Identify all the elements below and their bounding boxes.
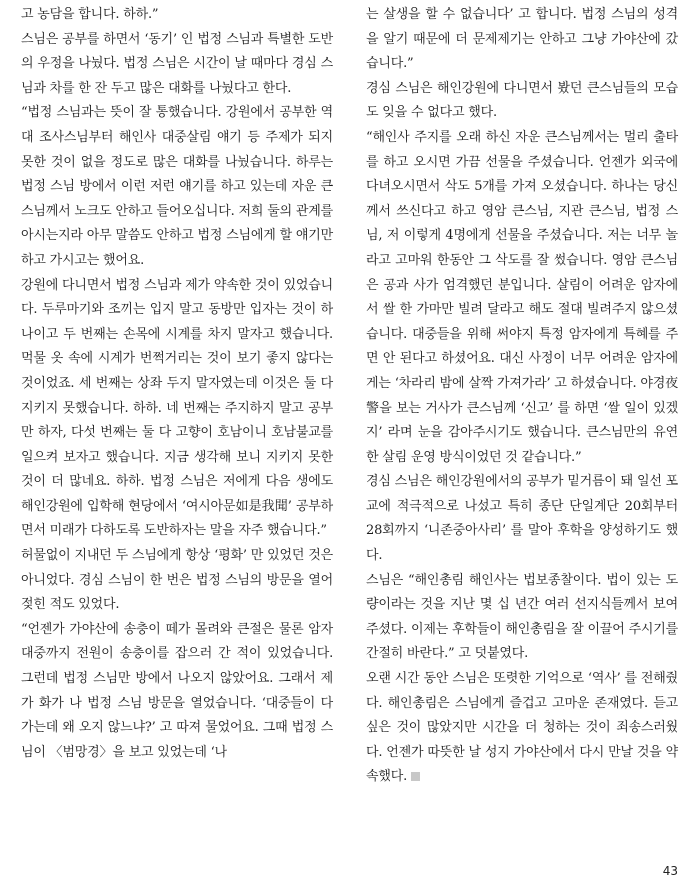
page-number: 43 bbox=[662, 864, 678, 878]
paragraph: “언젠가 가야산에 송충이 떼가 몰려와 큰절은 물론 암자 대중까지 전원이 송충이를 잡으러 간 적이 있었습니다. 그런데 법정 스님만 방에서 나오지 않았어요. 그래서 제가 화가 나 법정 스님 방문을 열었습니다. ‘대중들이 다 가는데 왜 오지 않느냐?’ 고 따져 물었어요. 그때 법정 스님이 〈범망경〉을 보고 있었는데 ‘나 bbox=[21, 621, 333, 760]
paragraph-text: 오랜 시간 동안 스님은 또렷한 기억으로 ‘역사’ 를 전해줬다. 해인총림은 스님에게 즐겁고 고마운 존재였다. 듣고 싶은 것이 많았지만 시간을 더 청하는 것이 죄송스러웠다. 언젠가 따뜻한 날 성지 가야산에서 다시 만날 것을 약속했다. bbox=[366, 671, 678, 785]
left-text-column bbox=[21, 3, 333, 765]
paragraph: 스님은 “해인총림 해인사는 법보종찰이다. 법이 있는 도량이라는 것을 지난 몇 십 년간 여러 선지식들께서 보여 주셨다. 이제는 후학들이 해인총림을 잘 이끌어 주시기를 간절히 바란다.” 고 덧붙였다. bbox=[366, 572, 678, 662]
last-paragraph bbox=[366, 667, 678, 790]
paragraph: “법정 스님과는 뜻이 잘 통했습니다. 강원에서 공부한 역대 조사스님부터 해인사 대중살림 얘기 등 주제가 되지 못한 것이 없을 정도로 많은 대화를 나눴습니다. 하루는 법정 스님 방에서 이런 저런 얘기를 하고 있는데 자운 큰스님께서 노크도 안하고 들어오십니다. 저희 둘의 관계를 아시는지라 아무 말씀도 안하고 법정 스님에게 할 얘기만 하고 가시고는 했어요. bbox=[21, 105, 333, 268]
paragraph: 는 살생을 할 수 없습니다’ 고 합니다. 법정 스님의 성격을 알기 때문에 더 문제제기는 안하고 그냥 가야산에 갔습니다.” bbox=[366, 7, 678, 72]
paragraph: 경심 스님은 해인강원에 다니면서 봤던 큰스님들의 모습도 잊을 수 없다고 했다. bbox=[366, 80, 678, 121]
paragraph: 고 농담을 합니다. 하하.” bbox=[21, 7, 159, 22]
end-mark-icon bbox=[411, 772, 420, 781]
paragraph: 경심 스님은 해인강원에서의 공부가 밑거름이 돼 일선 포교에 적극적으로 나섰고 특히 종단 단일계단 20회부터 28회까지 ‘니존중아사리’ 를 말아 후학을 양성하기도 했다. bbox=[366, 474, 678, 564]
right-text-column bbox=[366, 3, 678, 790]
paragraph: 강원에 다니면서 법정 스님과 제가 약속한 것이 있었습니다. 두루마기와 조끼는 입지 말고 동방만 입자는 것이 하나이고 두 번째는 손목에 시계를 차지 말자고 했습니다. 먹물 옷 속에 시계가 번쩍거리는 것이 보기 좋지 않다는 것이었죠. 세 번째는 상좌 두지 말자였는데 이것은 둘 다 지키지 못했습니다. 하하. 네 번째는 주지하지 말고 공부만 하자, 다섯 번째는 둘 다 고향이 호남이니 호남불교를 일으켜 보자고 했습니다. 지금 생각해 보니 지키지 못한 것이 더 많네요. 하하. 법정 스님은 저에게 다음 생에도 해인강원에 입학해 현당에서 ‘여시아문如是我聞’ 공부하면서 미래가 다하도록 도반하자는 말을 자주 했습니다.” bbox=[21, 277, 333, 539]
paragraph: “해인사 주지를 오래 하신 자운 큰스님께서는 멀리 출타를 하고 오시면 가끔 선물을 주셨습니다. 언젠가 외국에 다녀오시면서 삭도 5개를 가져 오셨습니다. 하나는 당신께서 쓰신다고 하고 영암 큰스님, 지관 큰스님, 법정 스님, 저 이렇게 4명에게 선물을 주셨습니다. 저는 너무 놀라고 고마워 한동안 그 삭도를 잘 썼습니다. 영암 큰스님은 공과 사가 엄격했던 분입니다. 살림이 어려운 암자에서 쌀 한 가마만 빌려 달라고 해도 절대 빌려주지 않으셨습니다. 대중들을 위해 써야지 특정 암자에게 특혜를 주면 안 된다고 하셨어요. 대신 사정이 너무 어려운 암자에게는 ‘차라리 밤에 살짝 가져가라’ 고 하셨습니다. 야경夜警을 보는 거사가 큰스님께 ‘신고’ 를 하면 ‘쌀 일이 있겠지’ 라며 눈을 감아주시기도 했습니다. 큰스님만의 유연한 살림 운영 방식이었던 것 같습니다.” bbox=[366, 129, 678, 465]
paragraph: 허물없이 지내던 두 스님에게 항상 ‘평화’ 만 있었던 것은 아니었다. 경심 스님이 한 번은 법정 스님의 방문을 열어젖힌 적도 있었다. bbox=[21, 548, 333, 613]
paragraph: 스님은 공부를 하면서 ‘동기’ 인 법정 스님과 특별한 도반의 우정을 나눴다. 법정 스님은 시간이 날 때마다 경심 스님과 차를 한 잔 두고 많은 대화를 나눴다고 한다. bbox=[21, 31, 333, 96]
